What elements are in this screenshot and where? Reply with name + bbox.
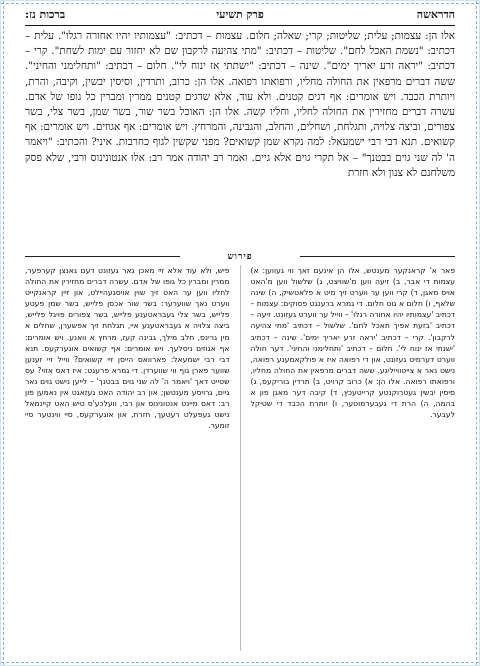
border-right — [476, 1, 477, 665]
gemara-text: אלו הן: עצמות; עלית; שליטות; קרי; שאלה; חלום. עצמות – דכתיב: "עצמותיו יהיו אחורה רגלו". עלית – דכתיב: "נשמת האכל לחם". שליטות – דכתיב: "מתי צהיעה לרקבון שם לא יחזור עם ימות לשחת". קרי – דכתיב: "יראה זרע יאריך ימים". שינה – דכתיב: "ישתתי אז ינוח לי". חלום – דכתיב: "ותחלימני והחיני". ששה דברים מרפאין את החולה מחליו, ורפואתו רפואה. אלו הן: כרוב, ותרדין, וסיסין יבשין, וקיבה, והרת, ויותרת הכבד. ויש אומרים: אף דגים קטנים. ולא עוד, אלא שדגים קטנים ממרין ומברין כל גופו של אדם. עשרה דברים מחזירין את החולה לחליו, וחליו קשה. אלו הן: האוכל בשר שור, בשר שמן, בשר צלי, בשר צפורים, וביצה צלויה, ותגלחת, ושחלים, והחלב, והגבינה, והמרחץ. ויש אומרים: אף אגוזים. ויש אומרים: אף קשואים. תנא דבי רבי ישמעאל: למה נקרא שמן קשואים? מפני שקשין לגוף כחרבות. איני? והכתיב: "ויאמר ה' לה שני גוים בבטנך" – אל תקרי גוים אלא גיים. ואמר רב יהודה אמר רב: אלו אנטונינוס ורבי, שלא פסק משלחנם לא צנון ולא חזרת — [25, 30, 455, 179]
commentary-columns — [25, 265, 455, 651]
header-tractate-folio: ברכות נז: — [25, 8, 66, 21]
commentary-column-left: פיש, ולא עוד אלא זיי מאכן גאר געזונט דעם גאנצן קערפער, ממרין ומברין כל גופו של אדם. עשרה דברים מחזירין את החולה לחליו ווען ער האט זיך שוין אויסגעהיילט, און זיין קראנקייט ווערט נאך שווערער: בשר שור אכסן פלייש, בשר שמן פעטע פלייש, בשר צלי געבראטענע פלייש, בשר צפורים פויגל פלייש, ביצה צלויה א געבראטענע איי, תגלחת זיך אפשערן, שחלים א מין גרינס, חלב מילך, גבינה קעז, מרחץ א וואנע. ויש אומרים: אף אגוזים ניסלעך. ויש אומרים: אף קשואים אוגערקעס. תנא דבי רבי ישמעאל: פארוואס הייסן זיי קשואים? ווייל זיי זענען שווער פארן גוף ווי שווערדן. די גמרא פרעגט: איז דאס אזוי? עס שטייט דאך 'ויאמר ה' לה שני גוים בבטנך' – לייען נישט גוים נאר גיים, גרויסע מענטשן; און רב יהודה האט געזאגט אין נאמען פון רב: דאס מיינט אנטונינוס און רבי, וועלכע'ס טיש האט קיינמאל נישט געפעלט רעטעך, חזרת, און אוגערקעס, סיי ווינטער סיי זומער. — [25, 266, 230, 431]
page-header — [25, 8, 455, 26]
header-chapter: פרק תשיעי — [216, 8, 264, 21]
border-top — [1, 3, 479, 4]
border-left — [3, 1, 4, 665]
border-bottom — [1, 662, 479, 663]
header-section-title: הדראשה — [416, 8, 455, 21]
column-divider — [240, 265, 241, 651]
header-rule — [25, 25, 455, 26]
commentary-column-right: פאר א' קראנקער מענטש, אלו הן אינעם זאך ווי געווען: א) עצמות די אבר, ב) זיעה ווען מ'שוויצט, ג) שלשול ווען מ'האט אויס מאגן, ד) קרי ווען ער ווערט זיך מיט א פלאטשיק, ה) שינה שלאף, ו) חלום א גוט חלום. די גמרא ברענגט פסוקים: עצמות – דכתיב 'עצמותיו יהיו אחורה רגלו' – ווייל ער ווערט געזונט. זיעה – דכתיב 'בזעת אפיך תאכל לחם'. שלשול – דכתיב 'מתי צהיעה לרקבון'. קרי – דכתיב 'יראה זרע יאריך ימים'. שינה – דכתיב 'ישנתי אז ינוח לי'. חלום – דכתיב 'ותחלימני והחיני'. דער חולה ווערט דערמיט געזונט, און די רפואה איז א פולקאמענע רפואה, נישט נאר א צייטווייליגע. ששה דברים מרפאין את החולה מחליו, ורפואתו רפואה. אלו הן: א) כרוב קרויט, ב) תרדין בוריקעס, ג) סיסין יבשין געטרוקנטע קרייטעכץ, ד) קיבה דער מאגן פון א בהמה, ה) הרת די געבערמוטער, ו) יותרת הכבד די שטיקל לעבער. — [250, 266, 455, 420]
commentary-title: פירוש — [25, 251, 455, 262]
